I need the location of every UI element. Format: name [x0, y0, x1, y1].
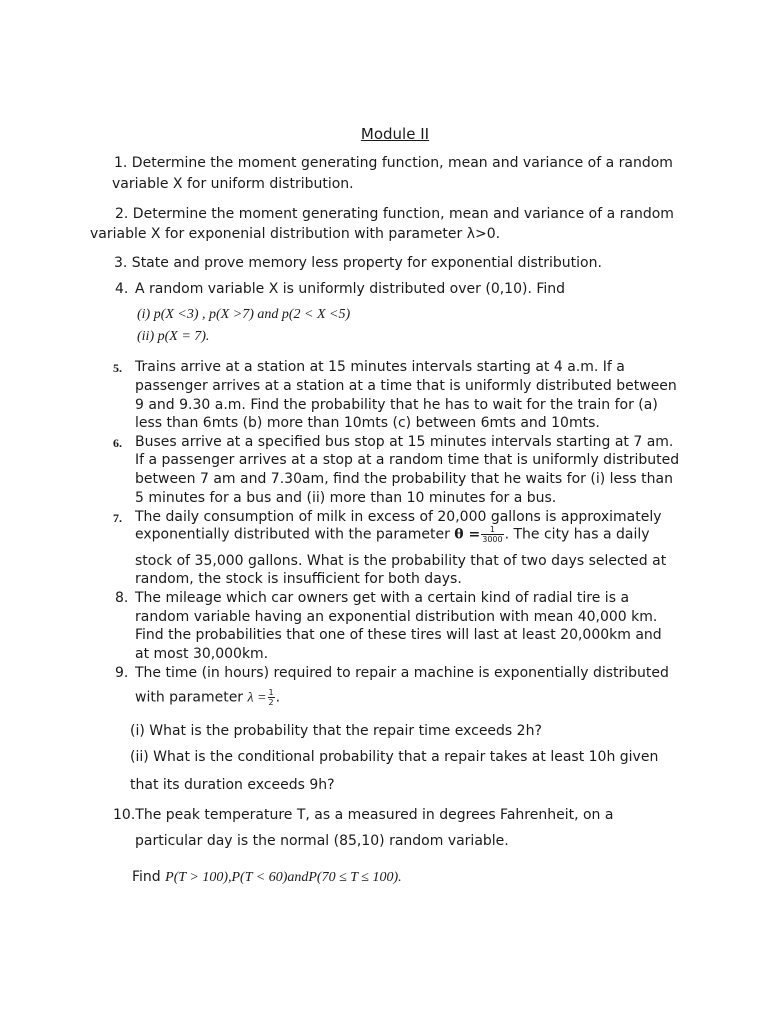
- question-6-line: If a passenger arrives at a stop at a random time that is uniformly distributed: [135, 452, 680, 468]
- question-10-line-1: 10.The peak temperature T, as a measured in degrees Fahrenheit, on a: [113, 807, 614, 823]
- question-7-line-2-tail: . The city has a daily: [504, 526, 650, 543]
- question-4-math-2: (ii) p(X = 7).: [137, 329, 210, 344]
- question-9-line-2: [135, 688, 280, 708]
- lambda-symbol: λ =: [247, 690, 267, 706]
- question-7-number: 7.: [113, 511, 122, 525]
- question-9-sub-2: (ii) What is the conditional probability that a repair takes at least 10h given: [130, 749, 659, 765]
- find-label: Find: [132, 869, 166, 885]
- question-5-line: 9 and 9.30 a.m. Find the probability that he has to wait for the train for (a): [135, 397, 658, 413]
- question-2-line-1: 2. Determine the moment generating function, mean and variance of a random: [115, 206, 674, 222]
- question-9-line-1: The time (in hours) required to repair a machine is exponentially distributed: [135, 665, 669, 681]
- question-5-line: less than 6mts (b) more than 10mts (c) between 6mts and 10mts.: [135, 415, 600, 431]
- question-6-line: Buses arrive at a specified bus stop at 15 minutes intervals starting at 7 am.: [135, 434, 674, 450]
- question-6-line: between 7 am and 7.30am, find the probability that he waits for (i) less than: [135, 471, 673, 487]
- question-5-line: passenger arrives at a station at a time that is uniformly distributed between: [135, 378, 677, 394]
- question-5-line: Trains arrive at a station at 15 minutes intervals starting at 4 a.m. If a: [135, 359, 625, 375]
- question-7-line-3: stock of 35,000 gallons. What is the probability that of two days selected at: [135, 553, 667, 569]
- question-8-number: 8.: [115, 590, 129, 606]
- fraction-numerator: 1: [481, 525, 503, 535]
- question-7-line-2-text: exponentially distributed with the parameter: [135, 526, 455, 543]
- question-6-number: 6.: [113, 436, 122, 450]
- question-8-line: The mileage which car owners get with a certain kind of radial tire is a: [135, 590, 630, 606]
- question-7-line-4: random, the stock is insufficient for both days.: [135, 571, 462, 587]
- question-8-line: random variable having an exponential distribution with mean 40,000 km.: [135, 609, 658, 625]
- question-8-line: Find the probabilities that one of these tires will last at least 20,000km and: [135, 627, 662, 643]
- question-8-line: at most 30,000km.: [135, 646, 269, 662]
- question-4-number: 4.: [115, 281, 129, 297]
- page-title: Module II: [360, 125, 430, 143]
- question-4-math-1: (i) p(X <3) , p(X >7) and p(2 < X <5): [137, 307, 351, 322]
- question-5-number: 5.: [113, 361, 122, 375]
- question-9-line-2-tail: .: [275, 689, 281, 706]
- question-10-find: [132, 868, 402, 887]
- question-9-sub-1: (i) What is the probability that the repair time exceeds 2h?: [130, 723, 542, 739]
- question-9-number: 9.: [115, 665, 129, 681]
- fraction-numerator: 1: [268, 688, 274, 697]
- fraction-denominator: 2: [268, 698, 274, 707]
- fraction-denominator: 3000: [482, 535, 503, 544]
- question-9-sub-3: that its duration exceeds 9h?: [130, 777, 335, 793]
- lambda-fraction: [268, 688, 275, 707]
- question-10-line-2: particular day is the normal (85,10) random variable.: [135, 833, 509, 849]
- theta-fraction: [481, 525, 503, 544]
- question-6-line: 5 minutes for a bus and (ii) more than 10 minutes for a bus.: [135, 490, 557, 506]
- question-1-line-2: variable X for uniform distribution.: [112, 176, 354, 192]
- question-3: 3. State and prove memory less property for exponential distribution.: [114, 255, 602, 271]
- find-math: P(T > 100),P(T < 60)andP(70 ≤ T ≤ 100).: [165, 870, 402, 885]
- question-7-line-1: The daily consumption of milk in excess of 20,000 gallons is approximately: [135, 509, 662, 525]
- question-9-line-2-text: with parameter: [135, 689, 248, 706]
- question-1-line-1: 1. Determine the moment generating function, mean and variance of a random: [114, 155, 673, 171]
- theta-symbol: θ =: [454, 526, 481, 543]
- question-7-line-2: [135, 525, 650, 545]
- question-4-line-1: A random variable X is uniformly distributed over (0,10). Find: [135, 281, 566, 297]
- question-2-line-2: variable X for exponenial distribution with parameter λ>0.: [90, 226, 501, 242]
